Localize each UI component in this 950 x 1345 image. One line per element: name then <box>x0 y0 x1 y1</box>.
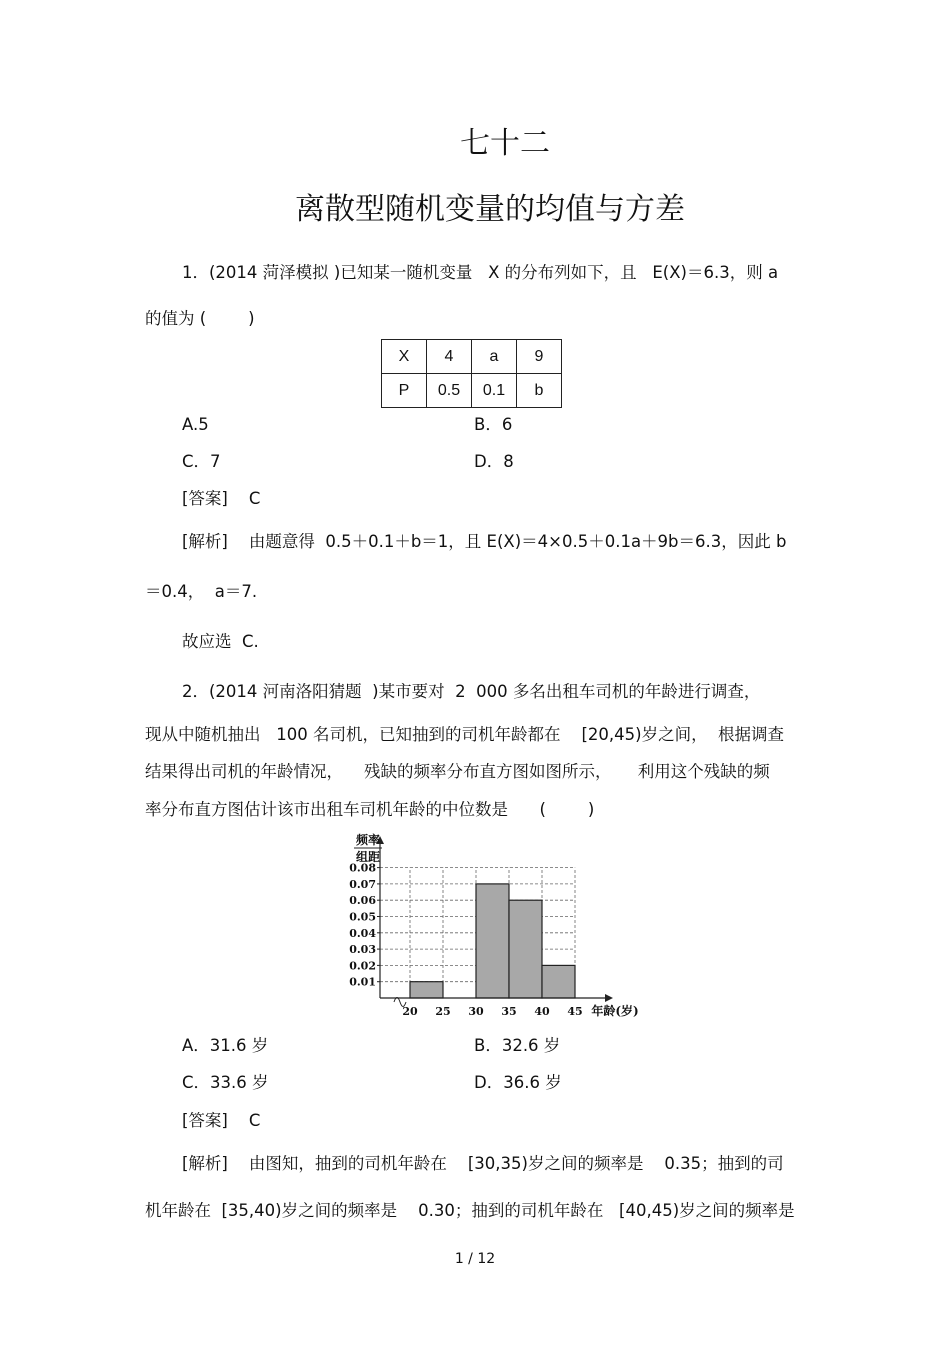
q1-conclusion: 故应选 C. <box>182 632 259 651</box>
y-tick-label: 0.01 <box>349 975 376 989</box>
q1-option-a: A.5 <box>182 415 209 434</box>
frequency-histogram <box>330 830 650 1026</box>
q1-answer: [答案] C <box>182 489 261 508</box>
y-axis-label-top: 频率 <box>355 833 381 847</box>
q2-stem-line4: 率分布直方图估计该市出租车司机年龄的中位数是 ( ) <box>145 800 595 819</box>
q2-analysis-line1: [解析] 由图知，抽到的司机年龄在 [30,35)岁之间的频率是 0.35；抽到的司 <box>182 1154 784 1173</box>
x-tick-label: 30 <box>468 1005 484 1018</box>
x-tick-label: 35 <box>501 1005 517 1018</box>
chapter-number: 七十二 <box>460 126 550 161</box>
q2-stem-line1: 2．(2014 河南洛阳猜题 )某市要对 2 000 多名出租车司机的年龄进行调查， <box>182 682 761 701</box>
x-tick-label: 45 <box>567 1005 583 1018</box>
q2-stem-line2: 现从中随机抽出 100 名司机，已知抽到的司机年龄都在 [20,45)岁之间， 根据调查 <box>145 725 785 744</box>
y-tick-label: 0.06 <box>349 894 376 908</box>
histogram-bar <box>542 965 575 998</box>
q1-option-d: D．8 <box>474 452 514 471</box>
q2-analysis-line2: 机年龄在 [35,40)岁之间的频率是 0.30；抽到的司机年龄在 [40,45)岁之间的频率是 <box>145 1201 795 1220</box>
q2-option-b: B．32.6 岁 <box>474 1036 561 1055</box>
table-cell: X <box>382 340 427 374</box>
histogram-bar <box>476 884 509 998</box>
q1-analysis-line1: [解析] 由题意得 0.5＋0.1＋b＝1，且 E(X)＝4×0.5＋0.1a＋9b＝6.3，因此 b <box>182 532 787 551</box>
table-cell: 9 <box>517 340 562 374</box>
y-tick-label: 0.04 <box>349 926 376 940</box>
q1-analysis-line2: ＝0.4， a＝7. <box>145 582 258 601</box>
y-tick-label: 0.03 <box>349 943 376 957</box>
table-cell: P <box>382 374 427 408</box>
x-tick-label: 25 <box>435 1005 451 1018</box>
table-row <box>382 340 562 374</box>
q1-stem-line2: 的值为 ( ) <box>145 309 255 328</box>
q1-option-c: C．7 <box>182 452 221 471</box>
histogram-bar <box>509 900 542 998</box>
histogram-bar <box>410 982 443 998</box>
y-axis-label-bottom: 组距 <box>355 850 381 864</box>
table-cell: 0.1 <box>472 374 517 408</box>
y-tick-label: 0.05 <box>349 910 376 924</box>
table-row <box>382 374 562 408</box>
q2-option-d: D．36.6 岁 <box>474 1073 562 1092</box>
q1-stem-line1: 1．(2014 菏泽模拟 )已知某一随机变量 X 的分布列如下，且 E(X)＝6.3，则 a <box>182 263 779 282</box>
x-tick-label: 20 <box>402 1005 418 1018</box>
q2-stem-line3: 结果得出司机的年龄情况， 残缺的频率分布直方图如图所示， 利用这个残缺的频 <box>145 762 770 781</box>
y-tick-label: 0.02 <box>349 959 376 973</box>
x-tick-label: 40 <box>534 1005 550 1018</box>
distribution-table <box>381 339 562 408</box>
table-cell: 4 <box>427 340 472 374</box>
page-number: 1 / 12 <box>454 1251 496 1267</box>
q2-option-c: C．33.6 岁 <box>182 1073 269 1092</box>
q1-option-b: B．6 <box>474 415 513 434</box>
q2-option-a: A．31.6 岁 <box>182 1036 269 1055</box>
table-cell: 0.5 <box>427 374 472 408</box>
y-tick-label: 0.08 <box>349 861 376 875</box>
x-axis-label: 年龄(岁) <box>591 1004 639 1018</box>
q2-answer: [答案] C <box>182 1111 261 1130</box>
table-cell: a <box>472 340 517 374</box>
y-tick-label: 0.07 <box>349 877 376 891</box>
x-axis-arrow-icon <box>605 994 613 1002</box>
table-cell: b <box>517 374 562 408</box>
page-title: 离散型随机变量的均值与方差 <box>295 192 685 227</box>
